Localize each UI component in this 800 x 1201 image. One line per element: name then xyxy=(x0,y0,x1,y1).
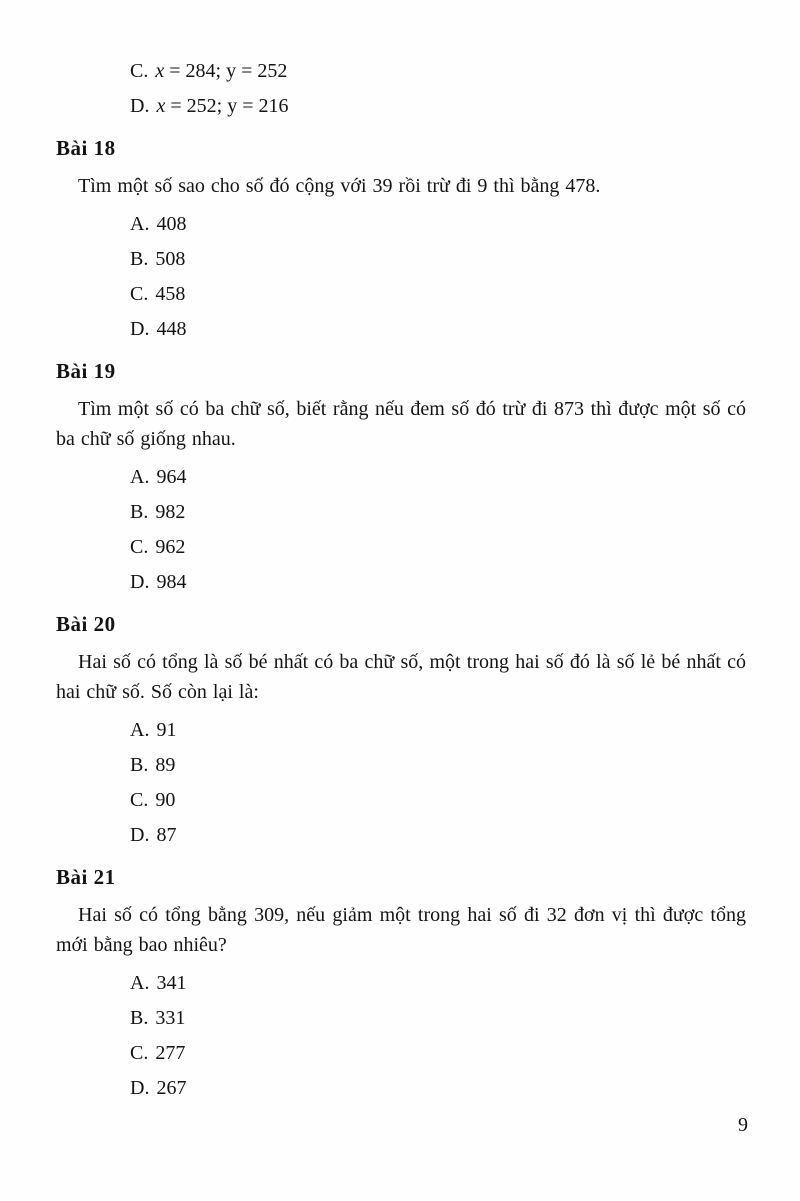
answer-option xyxy=(130,535,746,559)
option-label: C. xyxy=(130,1042,149,1064)
answer-option xyxy=(130,753,746,777)
option-label: D. xyxy=(130,1077,150,1099)
option-value: 982 xyxy=(155,501,186,523)
option-label: C. xyxy=(130,789,149,811)
option-label: C. xyxy=(130,536,149,558)
exercise-title: Bài 21 xyxy=(56,865,116,889)
option-value: = 284; xyxy=(169,60,222,82)
option-value: 984 xyxy=(156,571,187,593)
exercise-title: Bài 19 xyxy=(56,359,116,383)
option-value: 458 xyxy=(155,283,186,305)
answer-option xyxy=(130,788,746,812)
option-value: 508 xyxy=(155,248,186,270)
variable-x: x xyxy=(156,95,166,117)
answer-option xyxy=(130,247,746,271)
option-label: A. xyxy=(130,719,150,741)
page-number: 9 xyxy=(738,1114,748,1136)
option-label: D. xyxy=(130,571,150,593)
option-value: 331 xyxy=(155,1007,186,1029)
option-label: A. xyxy=(130,466,150,488)
answer-option xyxy=(130,823,746,847)
answer-option xyxy=(130,282,746,306)
question-text: Hai số có tổng bằng 309, nếu giảm một trong hai số đi 32 đơn vị thì được tổng mới bằng bao nhiêu? xyxy=(56,904,746,956)
option-label: A. xyxy=(130,213,150,235)
question-text: Tìm một số sao cho số đó cộng với 39 rồi trừ đi 9 thì bằng 478. xyxy=(78,175,601,197)
answer-option xyxy=(130,500,746,524)
exercise-bai-20 xyxy=(56,612,746,847)
answer-option xyxy=(130,59,746,83)
option-value: = 252 xyxy=(241,60,288,82)
answer-option xyxy=(130,1076,746,1100)
option-value: 408 xyxy=(156,213,187,235)
exercise-title: Bài 20 xyxy=(56,612,116,636)
option-label: C. xyxy=(130,60,149,82)
answer-option xyxy=(130,94,746,118)
option-label: B. xyxy=(130,754,149,776)
answer-option xyxy=(130,971,746,995)
exercise-bai-18 xyxy=(56,136,746,341)
option-value: 90 xyxy=(155,789,176,811)
option-value: 87 xyxy=(156,824,177,846)
answer-option xyxy=(130,317,746,341)
answer-option xyxy=(130,465,746,489)
option-label: B. xyxy=(130,248,149,270)
variable-x: x xyxy=(155,60,165,82)
question-text: Tìm một số có ba chữ số, biết rằng nếu đem số đó trừ đi 873 thì được một số có ba chữ số giống nhau. xyxy=(56,398,746,450)
answer-option xyxy=(130,570,746,594)
option-label: D. xyxy=(130,95,150,117)
exercise-title: Bài 18 xyxy=(56,136,116,160)
exercise-bai-19 xyxy=(56,359,746,594)
variable-y: y xyxy=(227,95,238,117)
option-value: = 252; xyxy=(170,95,223,117)
answer-option xyxy=(130,212,746,236)
option-value: = 216 xyxy=(242,95,289,117)
option-value: 267 xyxy=(156,1077,187,1099)
option-label: C. xyxy=(130,283,149,305)
exercise-bai-21 xyxy=(56,865,746,1100)
option-value: 448 xyxy=(156,318,187,340)
question-text: Hai số có tổng là số bé nhất có ba chữ số, một trong hai số đó là số lẻ bé nhất có hai chữ số. Số còn lại là: xyxy=(56,651,746,703)
option-value: 91 xyxy=(156,719,177,741)
option-label: D. xyxy=(130,318,150,340)
answer-option xyxy=(130,718,746,742)
answer-option xyxy=(130,1006,746,1030)
option-value: 964 xyxy=(156,466,187,488)
option-label: D. xyxy=(130,824,150,846)
intro-options-group xyxy=(56,59,746,118)
option-value: 962 xyxy=(155,536,186,558)
variable-y: y xyxy=(226,60,237,82)
option-label: A. xyxy=(130,972,150,994)
answer-option xyxy=(130,1041,746,1065)
option-label: B. xyxy=(130,501,149,523)
option-value: 341 xyxy=(156,972,187,994)
option-value: 89 xyxy=(155,754,176,776)
option-label: B. xyxy=(130,1007,149,1029)
option-value: 277 xyxy=(155,1042,186,1064)
